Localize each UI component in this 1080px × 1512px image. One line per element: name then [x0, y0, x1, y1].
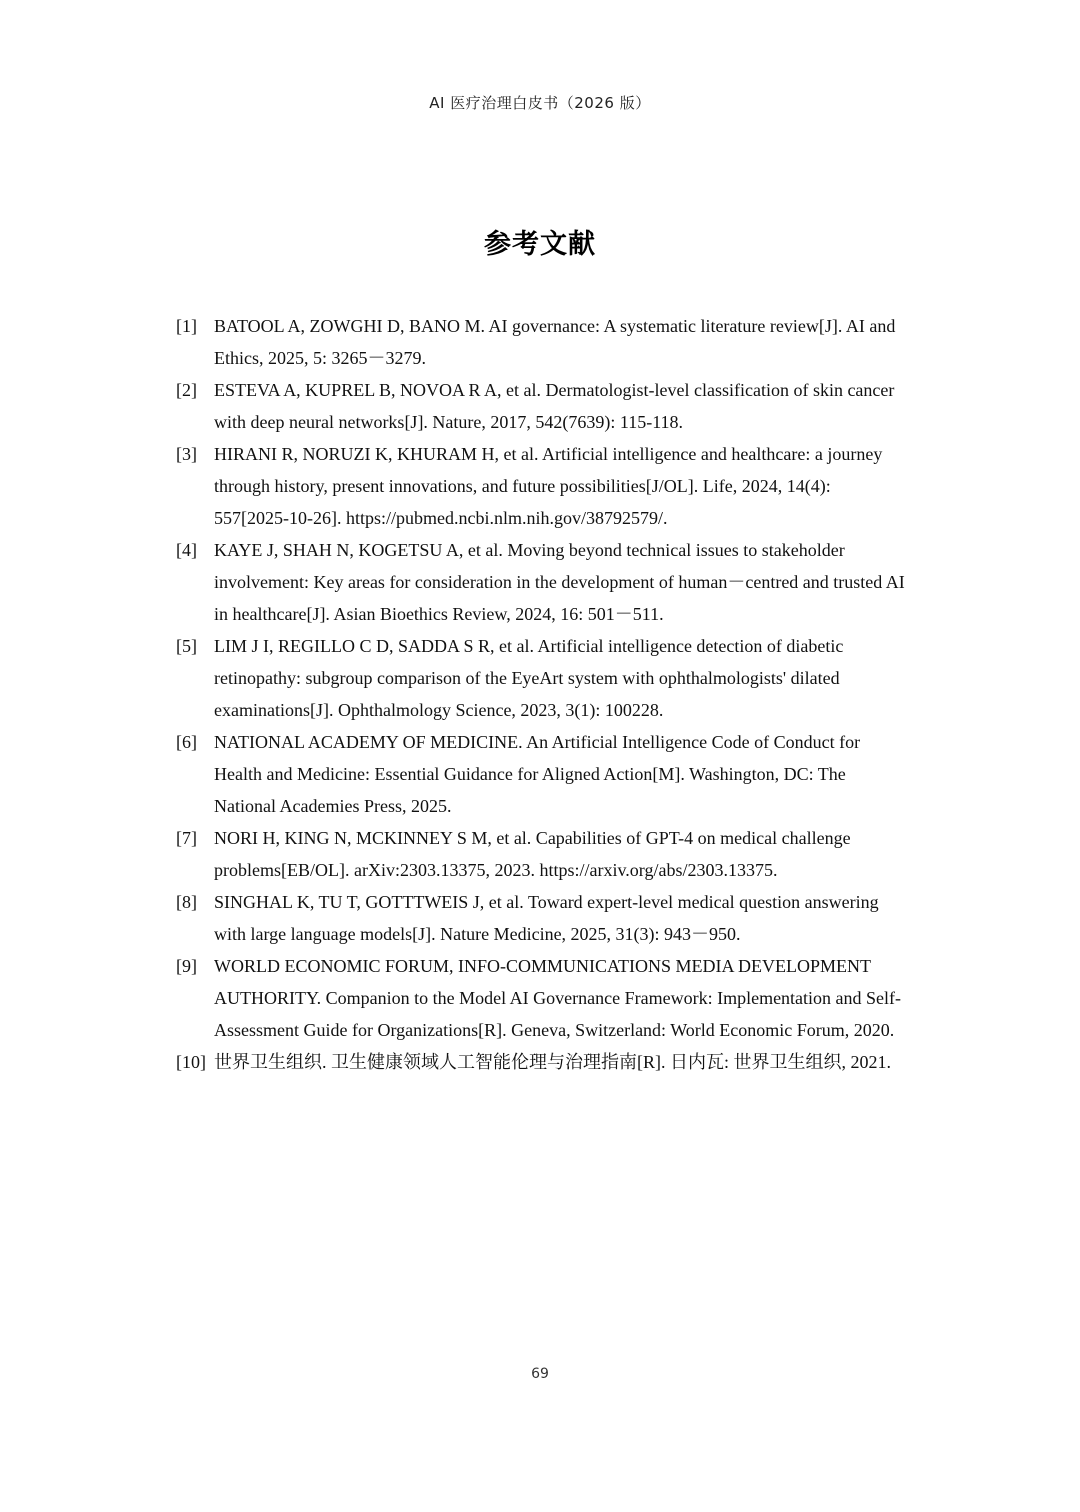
- reference-number: [4]: [176, 540, 197, 560]
- page-number: 69: [531, 1366, 549, 1382]
- reference-number: [7]: [176, 828, 197, 848]
- reference-item: [176, 438, 906, 534]
- reference-text: BATOOL A, ZOWGHI D, BANO M. AI governance: A systematic literature review[J]. AI and Ethics, 2025, 5: 3265－3279.: [214, 316, 896, 368]
- reference-number: [5]: [176, 636, 197, 656]
- reference-number: [2]: [176, 380, 197, 400]
- reference-text: 世界卫生组织. 卫生健康领域人工智能伦理与治理指南[R]. 日内瓦: 世界卫生组织, 2021.: [214, 1052, 891, 1072]
- reference-number: [8]: [176, 892, 197, 912]
- reference-list: [176, 310, 906, 1078]
- reference-text: WORLD ECONOMIC FORUM, INFO-COMMUNICATIONS MEDIA DEVELOPMENT AUTHORITY. Companion to the Model AI Governance Framework: Implementation and Self-Assessment Guide for Organizations[R]. Geneva, Switzerland: World Economic Forum, 2020.: [214, 956, 902, 1040]
- reference-text: SINGHAL K, TU T, GOTTTWEIS J, et al. Toward expert-level medical question answering with large language models[J]. Nature Medicine, 2025, 31(3): 943－950.: [214, 892, 879, 944]
- reference-item: [176, 726, 906, 822]
- reference-number: [9]: [176, 956, 197, 976]
- section-title: 参考文献: [484, 229, 596, 260]
- reference-item: [176, 310, 906, 374]
- reference-number: [3]: [176, 444, 197, 464]
- reference-text: ESTEVA A, KUPREL B, NOVOA R A, et al. Dermatologist-level classification of skin cancer with deep neural networks[J]. Nature, 2017, 542(7639): 115-118.: [214, 380, 895, 432]
- reference-item: [176, 374, 906, 438]
- reference-number: [6]: [176, 732, 197, 752]
- reference-text: NATIONAL ACADEMY OF MEDICINE. An Artificial Intelligence Code of Conduct for Health and Medicine: Essential Guidance for Aligned Action[M]. Washington, DC: The National Academies Press, 2025.: [214, 732, 861, 816]
- reference-item: [176, 886, 906, 950]
- reference-text: KAYE J, SHAH N, KOGETSU A, et al. Moving beyond technical issues to stakeholder involvement: Key areas for consideration in the development of human－centred and trusted AI in healthcare[J]. Asian Bioethics Review, 2024, 16: 501－511.: [214, 540, 905, 624]
- reference-text: LIM J I, REGILLO C D, SADDA S R, et al. Artificial intelligence detection of diabetic retinopathy: subgroup comparison of the EyeArt system with ophthalmologists' dilated examinations[J]. Ophthalmology Science, 2023, 3(1): 100228.: [214, 636, 844, 720]
- reference-number: [1]: [176, 316, 197, 336]
- reference-item: [176, 534, 906, 630]
- reference-item: [176, 950, 906, 1046]
- reference-text: NORI H, KING N, MCKINNEY S M, et al. Capabilities of GPT-4 on medical challenge problems[EB/OL]. arXiv:2303.13375, 2023. https://arxiv.org/abs/2303.13375.: [214, 828, 851, 880]
- reference-text: HIRANI R, NORUZI K, KHURAM H, et al. Artificial intelligence and healthcare: a journey through history, present innovations, and future possibilities[J/OL]. Life, 2024, 14(4): 557[2025-10-26]. https://pubmed.ncbi.nlm.nih.gov/38792579/.: [214, 444, 883, 528]
- reference-item: [176, 822, 906, 886]
- reference-item: [176, 1046, 906, 1078]
- reference-item: [176, 630, 906, 726]
- reference-number: [10]: [176, 1052, 206, 1072]
- running-header: AI 医疗治理白皮书（2026 版）: [429, 94, 651, 112]
